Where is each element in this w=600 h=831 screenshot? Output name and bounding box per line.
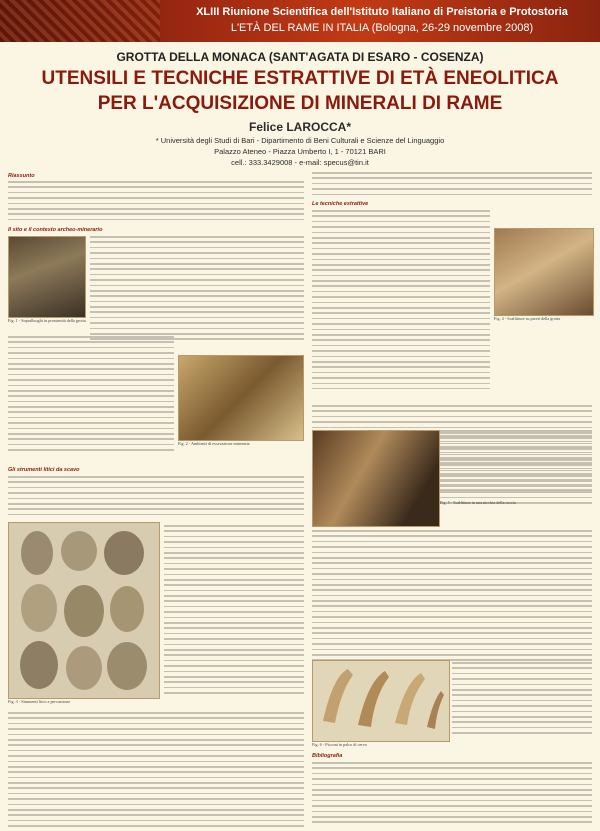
poster-title-line1: UTENSILI E TECNICHE ESTRATTIVE DI ETÀ ENEOLITICA: [41, 68, 559, 89]
left-text-block-3: [8, 476, 304, 519]
abstract-text: [8, 181, 304, 224]
left-text-block-4: [164, 525, 304, 698]
figure-3-photo: [8, 522, 160, 699]
conference-title: XLIII Riunione Scientifica dell'Istituto Italiano di Preistoria e Protostoria: [196, 6, 568, 18]
right-text-block-2: [312, 210, 490, 393]
figure-2-caption: Fig. 2 - Ambienti di escavazione mineraria: [178, 441, 250, 446]
section-strumenti: Gli strumenti litici da scavo: [8, 467, 80, 473]
affiliation-line3: cell.: 333.3429008 - e-mail: specus@tin.it: [231, 158, 369, 167]
figure-1-caption: Fig. 1 - Sopralluoghi in prossimità della grotta: [8, 318, 86, 323]
right-text-block-4: [440, 430, 592, 495]
left-column-sito: [8, 226, 304, 235]
figure-4-caption: Fig. 4 - Scalfitture su pareti della grotta: [494, 316, 561, 321]
right-text-block-6: [452, 662, 592, 737]
conference-subtitle: L'ETÀ DEL RAME IN ITALIA (Bologna, 26-29 novembre 2008): [230, 22, 534, 34]
banner-decoration: [0, 0, 160, 42]
figure-1-photo: [8, 236, 86, 318]
left-column-strumenti: [8, 466, 304, 475]
author-name: Felice LAROCCA*: [248, 120, 352, 134]
section-bibliografia: Bibliografia: [312, 753, 343, 759]
section-riassunto: Riassunto: [8, 173, 35, 179]
figure-2-photo: [178, 355, 304, 441]
left-column: [8, 172, 304, 181]
right-text-block-1: [312, 172, 592, 199]
section-tecniche: Le tecniche estrattive: [312, 201, 369, 207]
poster-header: [0, 44, 600, 167]
right-column-tecniche: [312, 200, 592, 209]
bibliography-text: [312, 762, 592, 827]
site-name: GROTTA DELLA MONACA (SANT'AGATA DI ESARO - COSENZA): [116, 50, 484, 64]
affiliation-line1: * Università degli Studi di Bari - Dipartimento di Beni Culturali e Scienze del Linguaggio: [155, 136, 445, 145]
section-sito: Il sito e il contesto archeo-minerario: [8, 227, 103, 233]
antler-picks-illustration: [313, 661, 449, 741]
affiliation-line2: Palazzo Ateneo - Piazza Umberto I, 1 - 70121 BARI: [214, 147, 386, 156]
right-text-block-5: [312, 530, 592, 665]
poster-title-line2: PER L'ACQUISIZIONE DI MINERALI DI RAME: [97, 93, 503, 114]
figure-5-caption: Fig. 5 - Scalfitture in una nicchia della roccia: [440, 500, 516, 505]
left-text-block-5: [8, 712, 304, 831]
figure-3-caption: Fig. 3 - Strumenti litici a percussione: [8, 699, 71, 704]
figure-6-photo: [312, 660, 450, 742]
header-banner: [0, 0, 600, 42]
left-text-block-1: [90, 236, 304, 344]
figure-5-photo: [312, 430, 440, 527]
stone-tools-illustration: [9, 523, 159, 698]
left-text-block-2: [8, 336, 174, 455]
figure-4-photo: [494, 228, 594, 316]
figure-6-caption: Fig. 6 - Picconi in palco di cervo: [312, 742, 367, 747]
bibliography-section: [312, 752, 592, 761]
